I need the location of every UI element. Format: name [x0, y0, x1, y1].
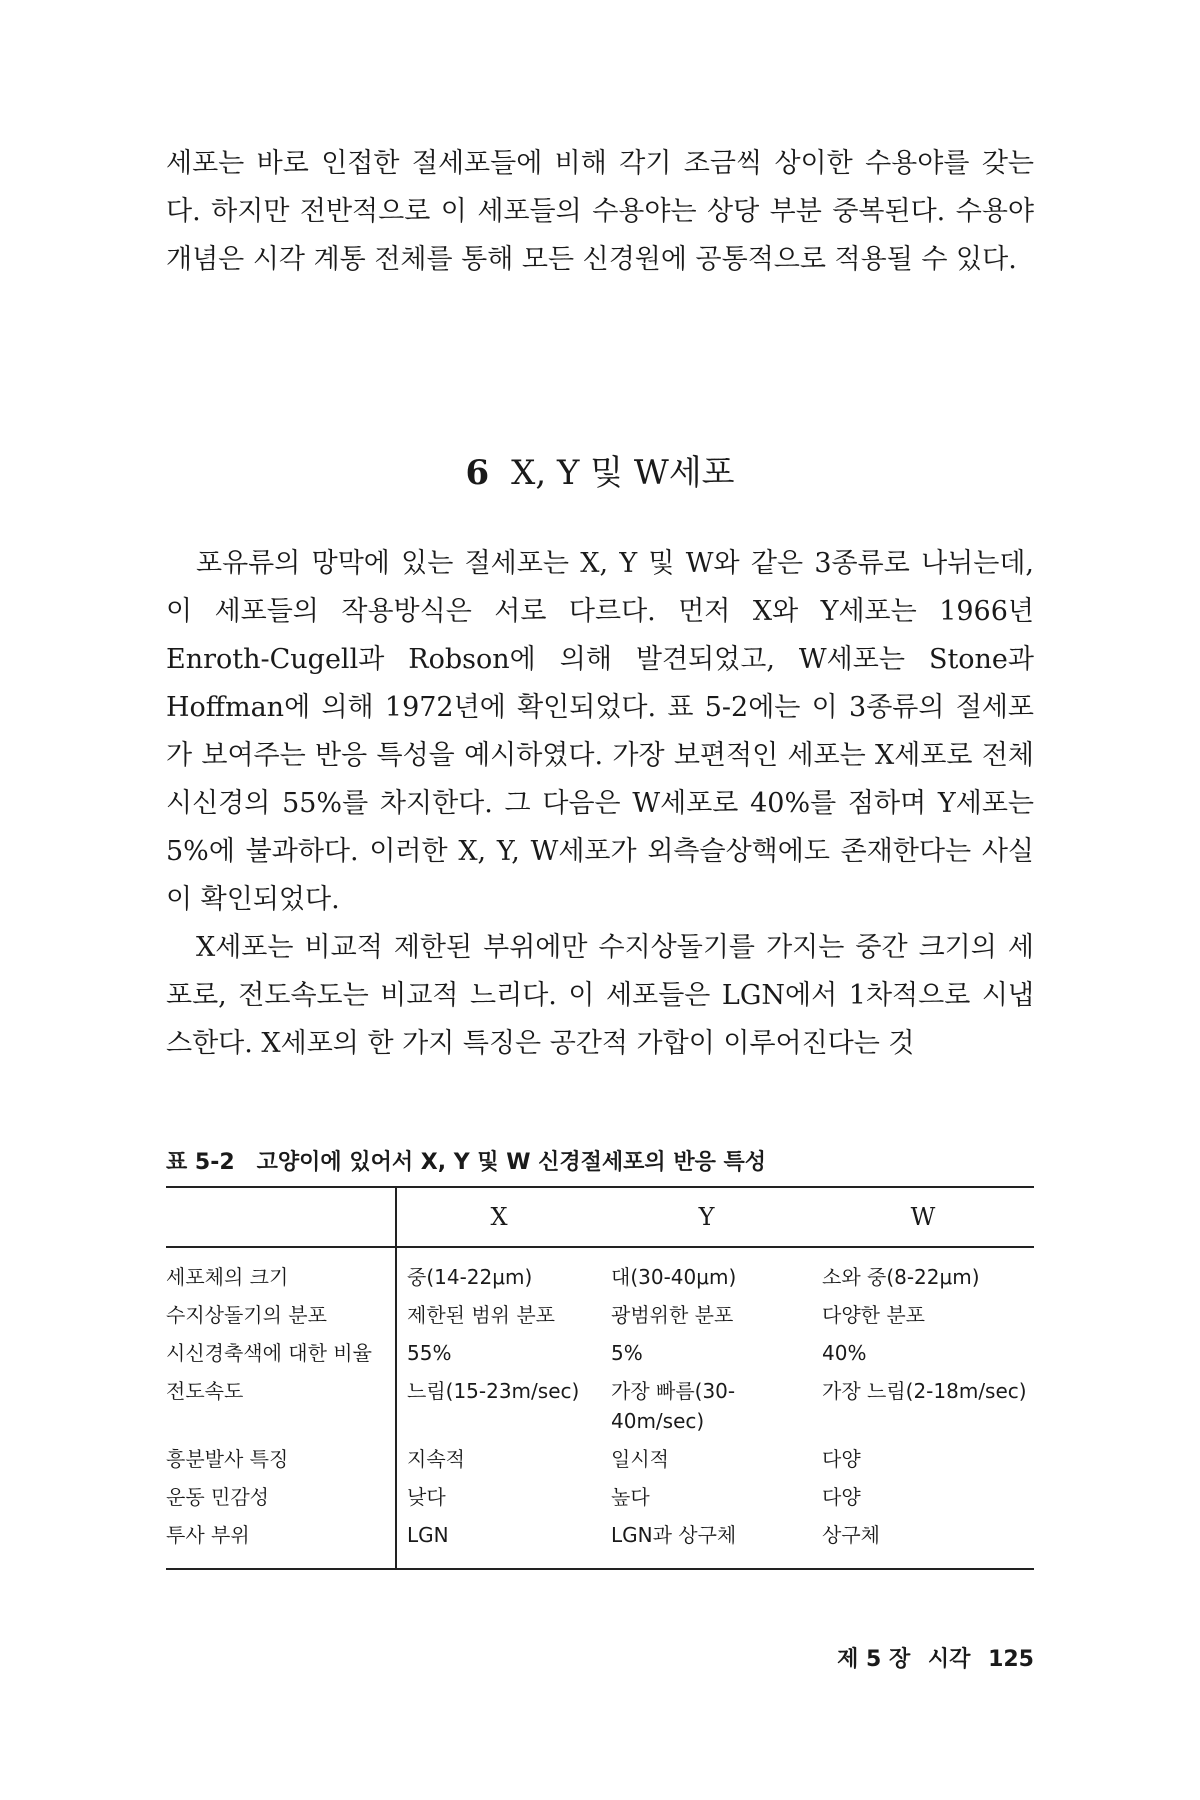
response-properties-table	[166, 1186, 1034, 1570]
table-number: 표 5-2	[166, 1150, 235, 1175]
row-label: 흥분발사 특징	[166, 1440, 396, 1478]
intro-paragraph: 세포는 바로 인접한 절세포들에 비해 각기 조금씩 상이한 수용야를 갖는다. 하지만 전반적으로 이 세포들의 수용야는 상당 부분 중복된다. 수용야 개념은 시각 계통 전체를 통해 모든 신경원에 공통적으로 적용될 수 있다.	[166, 148, 1034, 275]
page-number: 125	[988, 1647, 1034, 1672]
table-cell: 낮다	[407, 1485, 446, 1509]
table-row	[166, 1516, 1034, 1569]
x-cell-paragraph: X세포는 비교적 제한된 부위에만 수지상돌기를 가지는 중간 크기의 세포로, 전도속도는 비교적 느리다. 이 세포들은 LGN에서 1차적으로 시냅스한다. X세포의 한 가지 특징은 공간적 가합이 이루어진다는 것	[166, 932, 1034, 1059]
section-heading	[0, 445, 1200, 494]
table-cell: 대(30-40μm)	[611, 1265, 737, 1289]
table-header-cell: Y	[698, 1203, 715, 1231]
table-cell: 가장 빠름(30-40m/sec)	[611, 1379, 736, 1433]
table-row	[166, 1296, 1034, 1334]
table-cell: 5%	[611, 1341, 643, 1365]
section-title: X, Y 및 W세포	[511, 453, 735, 493]
row-label: 시신경축색에 대한 비율	[166, 1334, 396, 1372]
table-cell: 55%	[407, 1341, 452, 1365]
page-footer	[790, 1642, 1034, 1673]
table-cell: 일시적	[611, 1447, 669, 1471]
table-header-cell: X	[490, 1203, 508, 1231]
table-cell: 다양한 분포	[822, 1303, 925, 1327]
row-label: 세포체의 크기	[166, 1247, 396, 1296]
table-cell: LGN	[407, 1523, 449, 1547]
table-cell: 소와 중(8-22μm)	[822, 1265, 980, 1289]
chapter-label: 제 5 장	[837, 1647, 911, 1672]
table-cell: 중(14-22μm)	[407, 1265, 533, 1289]
section-number: 6	[465, 453, 490, 493]
table-row	[166, 1247, 1034, 1296]
row-label: 투사 부위	[166, 1516, 396, 1569]
table-row	[166, 1334, 1034, 1372]
row-label: 운동 민감성	[166, 1478, 396, 1516]
main-paragraph: 포유류의 망막에 있는 절세포는 X, Y 및 W와 같은 3종류로 나뉘는데, 이 세포들의 작용방식은 서로 다르다. 먼저 X와 Y세포는 1966년 Enroth-Cugell과 Robson에 의해 발견되었고, W세포는 Stone과 Hoffman에 의해 1972년에 확인되었다. 표 5-2에는 이 3종류의 절세포가 보여주는 반응 특성을 예시하였다. 가장 보편적인 세포는 X세포로 전체 시신경의 55%를 차지한다. 그 다음은 W세포로 40%를 점하며 Y세포는 5%에 불과하다. 이러한 X, Y, W세포가 외측슬상핵에도 존재한다는 사실이 확인되었다.	[166, 548, 1034, 915]
table-cell: 높다	[611, 1485, 650, 1509]
table-row	[166, 1440, 1034, 1478]
table-cell: 제한된 범위 분포	[407, 1303, 555, 1327]
row-label: 수지상돌기의 분포	[166, 1296, 396, 1334]
table-caption-text: 고양이에 있어서 X, Y 및 W 신경절세포의 반응 특성	[256, 1150, 766, 1175]
table-cell: 느림(15-23m/sec)	[407, 1379, 580, 1403]
table-header-cell	[166, 1187, 396, 1247]
table-cell: 상구체	[822, 1523, 880, 1547]
chapter-title: 시각	[927, 1647, 971, 1672]
table-caption	[166, 1145, 766, 1176]
table-cell: 지속적	[407, 1447, 465, 1471]
table-cell: 다양	[822, 1485, 861, 1509]
table-header-row	[166, 1187, 1034, 1247]
table-cell: 40%	[822, 1341, 867, 1365]
table-cell: 광범위한 분포	[611, 1303, 734, 1327]
table-row	[166, 1478, 1034, 1516]
row-label: 전도속도	[166, 1372, 396, 1440]
table-header-cell: W	[910, 1203, 936, 1231]
table-cell: 가장 느림(2-18m/sec)	[822, 1379, 1027, 1403]
table-cell: LGN과 상구체	[611, 1523, 737, 1547]
table-row	[166, 1372, 1034, 1440]
table-cell: 다양	[822, 1447, 861, 1471]
